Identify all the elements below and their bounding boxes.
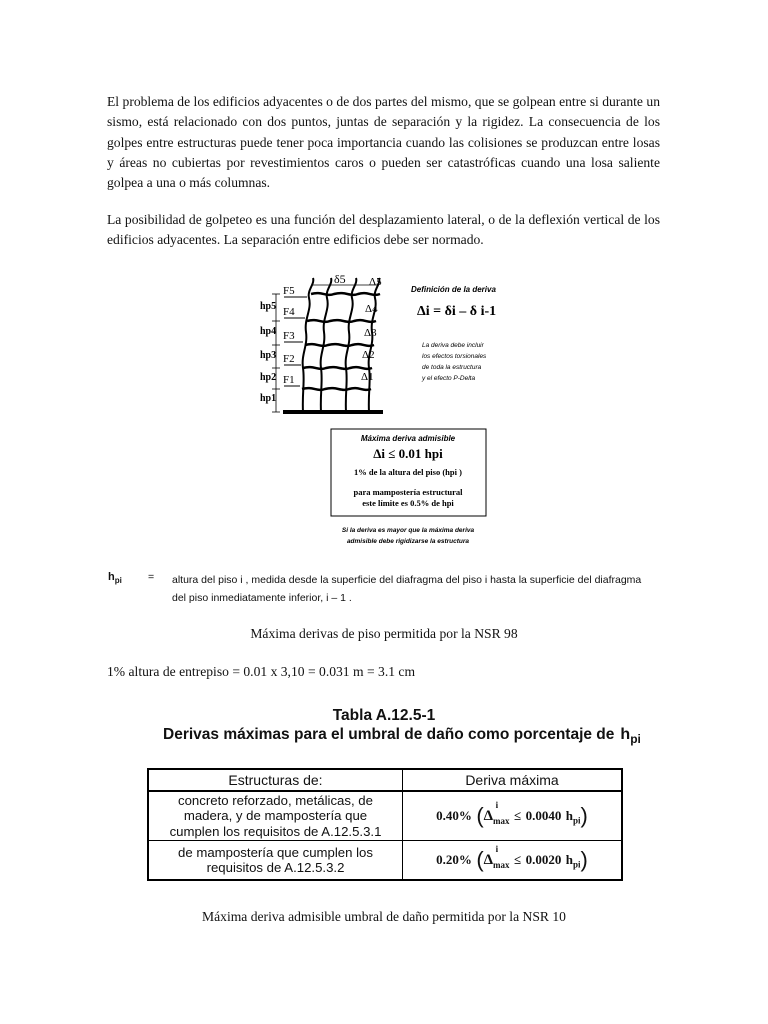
h-symbol: $h_{pi}$ (565, 852, 581, 870)
box-note (342, 527, 475, 545)
box-note-line-1: Si la deriva es mayor que la máxima deriva (341, 527, 475, 534)
structure-cell (148, 841, 403, 881)
drift-cell (403, 791, 623, 841)
definition-note (421, 342, 487, 382)
delta-label-2: Δ2 (362, 349, 375, 361)
height-label-1: hp1 (260, 393, 277, 404)
table-subtitle-symbol: $h_{pi}$ (620, 726, 641, 747)
paren-open: ( (476, 847, 484, 872)
paren-open: ( (476, 803, 484, 828)
caption-nsr98: Máxima derivas de piso permitida por la NSR 98 (250, 626, 518, 641)
paren-close: ) (580, 803, 588, 828)
table-row (148, 791, 622, 841)
delta-label-4: Δ4 (365, 303, 378, 315)
hpi-text: altura del piso i , medida desde la superficie del diafragma del piso i hasta la superficie del diafragma del piso inmediatamente inferior, i – 1 . (172, 574, 642, 604)
calculation-line: 1% altura de entrepiso = 0.01 x 3,10 = 0.031 m = 3.1 cm (107, 664, 416, 679)
leq-symbol: ≤ (514, 852, 522, 868)
box-formula: Δi ≤ 0.01 hpi (373, 446, 443, 461)
h-symbol: $h_{pi}$ (565, 808, 581, 826)
header-structures: Estructuras de: (148, 769, 403, 791)
delta-label-3: Δ3 (364, 327, 377, 339)
hpi-equals: = (148, 571, 155, 583)
height-labels (260, 301, 276, 404)
structure-line: madera, y de mampostería que (183, 808, 368, 824)
drift-limit: 0.0040 (525, 808, 562, 824)
top-disp-label: δ5 (334, 272, 346, 286)
structure-line: de mampostería que cumplen los (178, 844, 373, 860)
structure-line: requisitos de A.12.5.3.2 (206, 860, 345, 875)
table-subtitle-text: Derivas máximas para el umbral de daño como porcentaje de (163, 726, 615, 743)
definition-title: Definición de la deriva (411, 285, 496, 294)
paren-close: ) (580, 847, 588, 872)
note-line-2: los efectos torsionales (422, 353, 487, 360)
delta-label-1: Δ1 (361, 371, 374, 383)
force-label-5: F5 (283, 285, 295, 297)
force-label-1: F1 (283, 374, 295, 386)
note-line-3: de toda la estructura (422, 364, 482, 371)
table-subtitle (163, 726, 641, 746)
box-note-line-2: admisible debe rigidizarse la estructura (346, 538, 470, 545)
force-label-4: F4 (283, 306, 295, 318)
force-label-3: F3 (283, 330, 295, 342)
leq-symbol: ≤ (514, 808, 522, 824)
height-label-2: hp2 (260, 372, 277, 383)
drift-table (147, 768, 623, 881)
box-line-4: este límite es 0.5% de hpi (362, 498, 454, 508)
box-line-3: para mampostería estructural (353, 487, 463, 497)
definition-formula: Δi = δi – δ i-1 (417, 304, 497, 319)
drift-percent: 0.40% (436, 808, 472, 824)
force-label-2: F2 (283, 353, 295, 365)
table-title: Tabla A.12.5-1 (332, 707, 436, 724)
delta-symbol: Δ i $_{max}$ (483, 844, 510, 871)
pounding-paragraph: La posibilidad de golpeteo es una función del desplazamiento lateral, o de la deflexión vertical de los edificios adyacentes. La separación entre edificios debe ser normado. (107, 212, 660, 248)
structure-line: cumplen los requisitos de A.12.5.3.1 (169, 823, 382, 839)
intro-paragraph: El problema de los edificios adyacentes o de dos partes del mismo, que se golpean entre si durante un sismo, está relacionado con dos puntos, juntas de separación y la rigidez. La consecuencia de los golpes entre estructuras puede tener poca importancia cuando las colisiones se produzcan entre losas y áreas no cubiertas por revestimientos caros o pueden ser catastróficas cuando una losa saliente golpea a una o más columnas. (107, 94, 660, 191)
drift-limit: 0.0020 (525, 852, 562, 868)
height-label-5: hp5 (260, 301, 277, 312)
caption-nsr10: Máxima deriva admisible umbral de daño permitida por la NSR 10 (202, 909, 566, 924)
drift-diagram (245, 272, 510, 550)
drift-cell (403, 841, 623, 881)
delta-symbol: Δ i $_{max}$ (483, 800, 510, 827)
header-max-drift: Deriva máxima (403, 769, 623, 791)
table-row (148, 841, 622, 881)
force-labels (283, 285, 295, 386)
structure-line: concreto reforzado, metálicas, de (178, 792, 373, 808)
note-line-4: y el efecto P-Delta (422, 375, 476, 382)
height-label-3: hp3 (260, 350, 277, 361)
drift-percent: 0.20% (436, 852, 472, 868)
delta-label-5: Δ5 (369, 276, 382, 288)
note-line-1: La deriva debe incluir (422, 342, 484, 349)
hpi-symbol: $h_{pi}$ (108, 571, 122, 586)
box-title: Máxima deriva admisible (360, 434, 456, 443)
structure-cell (148, 791, 403, 841)
height-label-4: hp4 (260, 326, 277, 337)
table-header-row (148, 769, 622, 791)
box-line-2: 1% de la altura del piso (hpi ) (354, 467, 462, 477)
